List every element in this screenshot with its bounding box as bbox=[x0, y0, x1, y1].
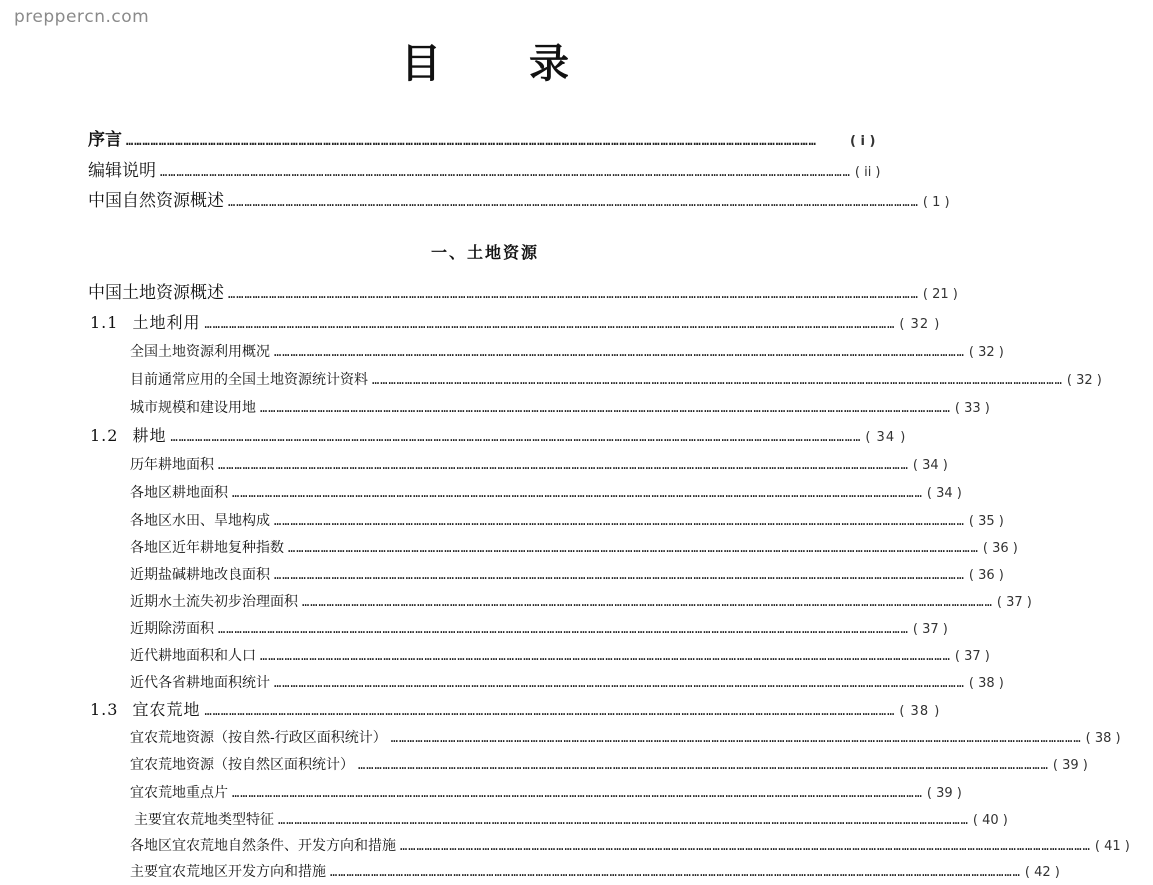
toc-page-number: ( 38 ) bbox=[899, 704, 941, 719]
toc-entry[interactable] bbox=[130, 396, 990, 420]
toc-entry-label: 近代各省耕地面积统计 bbox=[130, 675, 270, 691]
toc-entry-label: 历年耕地面积 bbox=[130, 457, 214, 473]
toc-entry[interactable] bbox=[130, 368, 1102, 392]
leader-dots: ……………………………………………………………………………………………………………………………………………………………………………………………………………………………… bbox=[160, 165, 851, 179]
toc-page-number: ( 38 ) bbox=[1085, 731, 1121, 746]
toc-page-number: ( 40 ) bbox=[972, 813, 1008, 828]
toc-page-number: ( 1 ) bbox=[922, 195, 950, 210]
toc-entry-label: 1.2 耕地 bbox=[90, 424, 166, 448]
leader-dots: ……………………………………………………………………………………………………………………………………………………………………………………………………………………………… bbox=[204, 704, 896, 718]
toc-entry-label: 1.3 宜农荒地 bbox=[90, 698, 200, 722]
toc-entry-label: 1.1 土地利用 bbox=[90, 311, 200, 335]
toc-page-number: ( i ) bbox=[850, 134, 876, 149]
toc-page-number: ( 38 ) bbox=[968, 676, 1004, 691]
leader-dots: ……………………………………………………………………………………………………………………………………………………………………………………………………………………………… bbox=[228, 195, 919, 209]
leader-dots: ……………………………………………………………………………………………………………………………………………………………………………………………………………………………… bbox=[274, 514, 965, 528]
leader-dots: ……………………………………………………………………………………………………………………………………………………………………………………………………………………………… bbox=[358, 758, 1049, 772]
leader-dots: ……………………………………………………………………………………………………………………………………………………………………………………………………………………………… bbox=[126, 134, 817, 148]
leader-dots: ……………………………………………………………………………………………………………………………………………………………………………………………………………………………… bbox=[232, 486, 923, 500]
toc-entry[interactable] bbox=[130, 671, 1004, 695]
toc-page-number: ( 35 ) bbox=[968, 514, 1004, 529]
toc-entry-label: 宜农荒地资源（按自然-行政区面积统计） bbox=[130, 730, 387, 746]
chapter-number: 1.1 bbox=[90, 313, 119, 332]
toc-page-number: ( 36 ) bbox=[968, 568, 1004, 583]
toc-chapter[interactable] bbox=[90, 311, 941, 335]
toc-entry[interactable] bbox=[130, 726, 1121, 750]
toc-page-number: ( 32 ) bbox=[899, 317, 941, 332]
toc-page-number: ( 34 ) bbox=[926, 486, 962, 501]
toc-entry-label: 各地区近年耕地复种指数 bbox=[130, 540, 284, 556]
toc-page-number: ( 37 ) bbox=[912, 622, 948, 637]
toc-entry[interactable] bbox=[88, 128, 908, 152]
toc-entry-label: 各地区宜农荒地自然条件、开发方向和措施 bbox=[130, 838, 396, 854]
toc-entry[interactable] bbox=[130, 563, 1004, 587]
toc-entry[interactable] bbox=[130, 781, 962, 805]
toc-page-number: ( 37 ) bbox=[954, 649, 990, 664]
toc-page-number: ( 36 ) bbox=[982, 541, 1018, 556]
toc-entry[interactable] bbox=[130, 834, 1130, 858]
toc-page-number: ( 39 ) bbox=[926, 786, 962, 801]
toc-page-number: ( 21 ) bbox=[922, 287, 958, 302]
leader-dots: ……………………………………………………………………………………………………………………………………………………………………………………………………………………………… bbox=[372, 373, 1063, 387]
toc-entry[interactable] bbox=[130, 481, 962, 505]
toc-entry-label: 中国土地资源概述 bbox=[88, 283, 224, 303]
chapter-number: 1.3 bbox=[90, 700, 119, 719]
toc-entry[interactable] bbox=[130, 590, 1032, 614]
toc-entry[interactable] bbox=[130, 536, 1018, 560]
leader-dots: ……………………………………………………………………………………………………………………………………………………………………………………………………………………………… bbox=[274, 345, 965, 359]
toc-entry-label: 目前通常应用的全国土地资源统计资料 bbox=[130, 372, 368, 388]
toc-entry[interactable] bbox=[88, 189, 950, 213]
leader-dots: ……………………………………………………………………………………………………………………………………………………………………………………………………………………………… bbox=[288, 541, 979, 555]
toc-entry[interactable] bbox=[88, 159, 908, 183]
leader-dots: ……………………………………………………………………………………………………………………………………………………………………………………………………………………………… bbox=[232, 786, 923, 800]
toc-entry[interactable] bbox=[130, 509, 1004, 533]
leader-dots: ……………………………………………………………………………………………………………………………………………………………………………………………………………………………… bbox=[278, 813, 969, 827]
leader-dots: ……………………………………………………………………………………………………………………………………………………………………………………………………………………………… bbox=[170, 430, 862, 444]
toc-entry[interactable] bbox=[130, 340, 1004, 364]
toc-entry-label: 主要宜农荒地区开发方向和措施 bbox=[130, 864, 326, 880]
toc-entry[interactable] bbox=[130, 453, 948, 477]
leader-dots: ……………………………………………………………………………………………………………………………………………………………………………………………………………………………… bbox=[260, 649, 951, 663]
toc-page-number: ( 39 ) bbox=[1052, 758, 1088, 773]
toc-entry-label: 中国自然资源概述 bbox=[88, 191, 224, 211]
leader-dots: ……………………………………………………………………………………………………………………………………………………………………………………………………………………………… bbox=[218, 622, 909, 636]
chapter-number: 1.2 bbox=[90, 426, 119, 445]
page-title: 目录 bbox=[401, 41, 657, 87]
leader-dots: ……………………………………………………………………………………………………………………………………………………………………………………………………………………………… bbox=[390, 731, 1082, 745]
section-heading: 一、土地资源 bbox=[430, 243, 539, 262]
toc-entry-label: 各地区水田、旱地构成 bbox=[130, 513, 270, 529]
toc-page-number: ( 37 ) bbox=[996, 595, 1032, 610]
toc-page-number: ( 32 ) bbox=[968, 345, 1004, 360]
toc-entry[interactable] bbox=[130, 860, 1060, 884]
toc-entry[interactable] bbox=[134, 808, 1008, 832]
toc-page-number: ( ii ) bbox=[854, 165, 881, 180]
toc-entry-label: 序言 bbox=[88, 130, 122, 150]
toc-entry[interactable] bbox=[130, 617, 948, 641]
toc-entry-label: 编辑说明 bbox=[88, 161, 156, 181]
leader-dots: ……………………………………………………………………………………………………………………………………………………………………………………………………………………………… bbox=[218, 458, 909, 472]
toc-chapter[interactable] bbox=[90, 698, 941, 722]
watermark: prepperсn.com bbox=[14, 7, 150, 27]
toc-page-number: ( 34 ) bbox=[912, 458, 948, 473]
toc-entry-label: 宜农荒地资源（按自然区面积统计） bbox=[130, 757, 354, 773]
toc-page-number: ( 41 ) bbox=[1094, 839, 1130, 854]
toc-chapter[interactable] bbox=[90, 424, 908, 448]
toc-page-number: ( 42 ) bbox=[1024, 865, 1060, 880]
leader-dots: ……………………………………………………………………………………………………………………………………………………………………………………………………………………………… bbox=[260, 401, 951, 415]
leader-dots: ……………………………………………………………………………………………………………………………………………………………………………………………………………………………… bbox=[204, 317, 896, 331]
toc-entry[interactable] bbox=[130, 644, 990, 668]
toc-entry-label: 近代耕地面积和人口 bbox=[130, 648, 256, 664]
toc-page-number: ( 33 ) bbox=[954, 401, 990, 416]
leader-dots: ……………………………………………………………………………………………………………………………………………………………………………………………………………………………… bbox=[274, 568, 965, 582]
toc-entry-label: 近期水土流失初步治理面积 bbox=[130, 594, 298, 610]
toc-entry-label: 全国土地资源利用概况 bbox=[130, 344, 270, 360]
toc-entry-label: 近期除涝面积 bbox=[130, 621, 214, 637]
toc-entry-label: 各地区耕地面积 bbox=[130, 485, 228, 501]
leader-dots: ……………………………………………………………………………………………………………………………………………………………………………………………………………………………… bbox=[400, 839, 1091, 853]
toc-entry[interactable] bbox=[130, 753, 1088, 777]
leader-dots: ……………………………………………………………………………………………………………………………………………………………………………………………………………………………… bbox=[228, 287, 919, 301]
leader-dots: ……………………………………………………………………………………………………………………………………………………………………………………………………………………………… bbox=[302, 595, 993, 609]
leader-dots: ……………………………………………………………………………………………………………………………………………………………………………………………………………………………… bbox=[330, 865, 1021, 879]
toc-entry-label: 近期盐碱耕地改良面积 bbox=[130, 567, 270, 583]
toc-page-number: ( 34 ) bbox=[865, 430, 907, 445]
toc-entry-label: 城市规模和建设用地 bbox=[130, 400, 256, 416]
leader-dots: ……………………………………………………………………………………………………………………………………………………………………………………………………………………………… bbox=[274, 676, 965, 690]
toc-entry-label: 主要宜农荒地类型特征 bbox=[134, 812, 274, 828]
toc-page-number: ( 32 ) bbox=[1066, 373, 1102, 388]
toc-entry[interactable] bbox=[88, 281, 958, 305]
toc-entry-label: 宜农荒地重点片 bbox=[130, 785, 228, 801]
